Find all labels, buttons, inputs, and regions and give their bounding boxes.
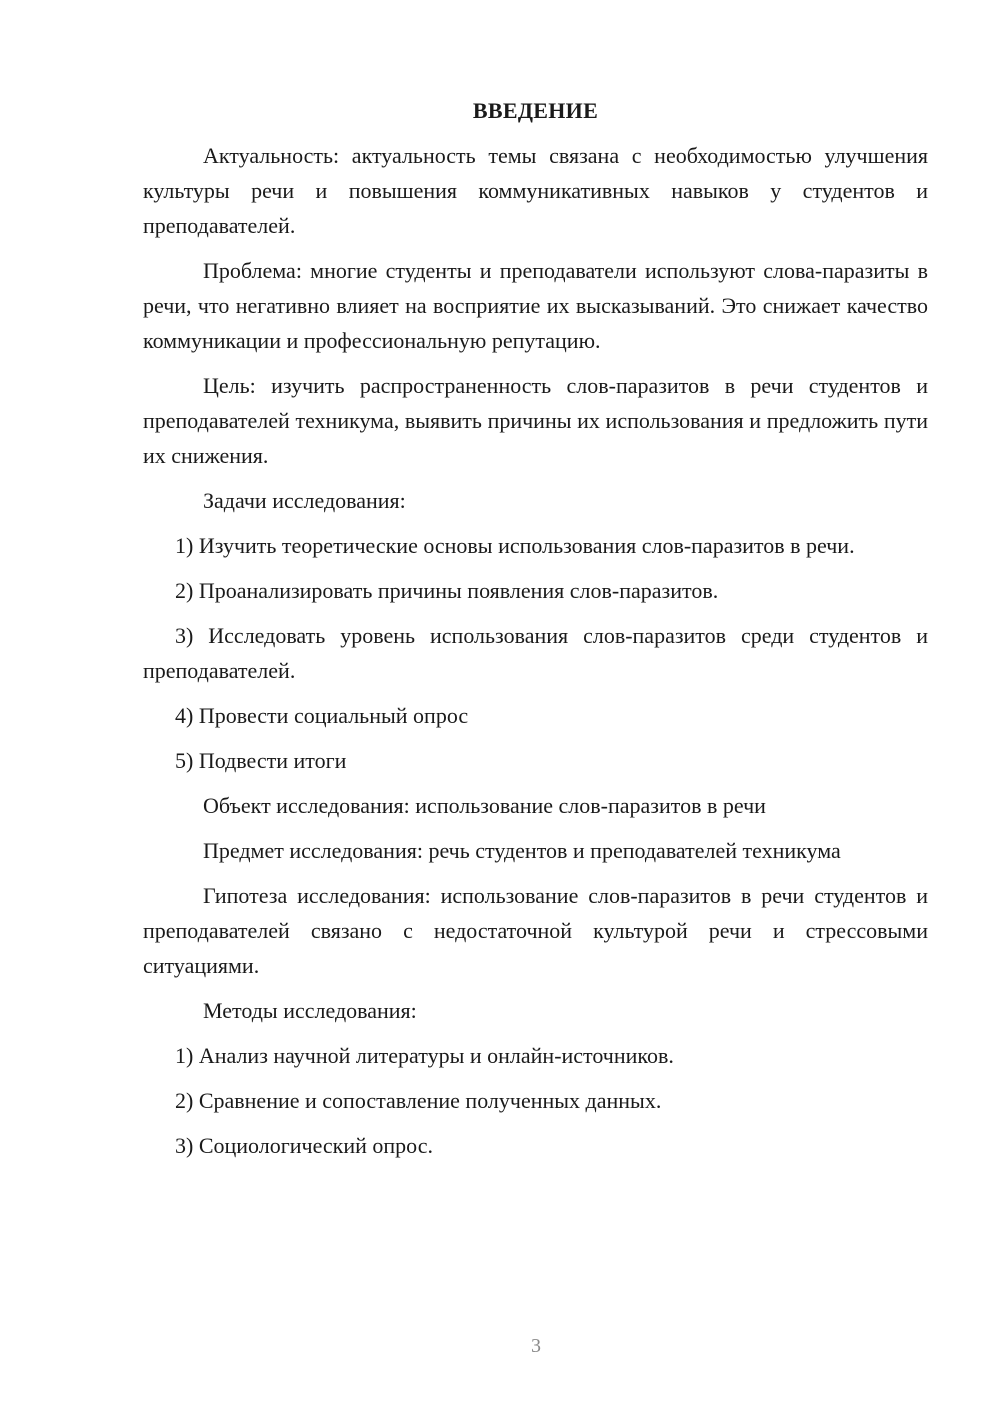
method-item-3: 3) Социологический опрос. [175,1133,433,1158]
method-item-2: 2) Сравнение и сопоставление полученных данных. [175,1088,662,1113]
problem-paragraph: Проблема: многие студенты и преподаватели используют слова-паразиты в речи, что негативно влияет на восприятие их высказываний. Это снижает качество коммуникации и профессиональную репутацию. [143,258,928,353]
research-object-paragraph: Объект исследования: использование слов-паразитов в речи [203,793,766,818]
task-item-1: 1) Изучить теоретические основы использования слов-паразитов в речи. [175,533,855,558]
task-item-5: 5) Подвести итоги [175,748,347,773]
task-item-3: 3) Исследовать уровень использования слов-паразитов среди студентов и преподавателей. [143,623,928,683]
tasks-heading: Задачи исследования: [203,488,406,513]
relevance-paragraph: Актуальность: актуальность темы связана с необходимостью улучшения культуры речи и повышения коммуникативных навыков у студентов и преподавателей. [143,143,928,238]
research-subject-paragraph: Предмет исследования: речь студентов и преподавателей техникума [203,838,841,863]
hypothesis-paragraph: Гипотеза исследования: использование слов-паразитов в речи студентов и преподавателей связано с недостаточной культурой речи и стрессовыми ситуациями. [143,883,928,978]
document-body [143,93,928,1173]
page-number: 3 [531,1335,541,1357]
goal-paragraph: Цель: изучить распространенность слов-паразитов в речи студентов и преподавателей техникума, выявить причины их использования и предложить пути их снижения. [143,373,928,468]
page-title: ВВЕДЕНИЕ [472,98,599,123]
method-item-1: 1) Анализ научной литературы и онлайн-источников. [175,1043,674,1068]
task-item-4: 4) Провести социальный опрос [175,703,469,728]
methods-heading: Методы исследования: [203,998,417,1023]
task-item-2: 2) Проанализировать причины появления слов-паразитов. [175,578,719,603]
